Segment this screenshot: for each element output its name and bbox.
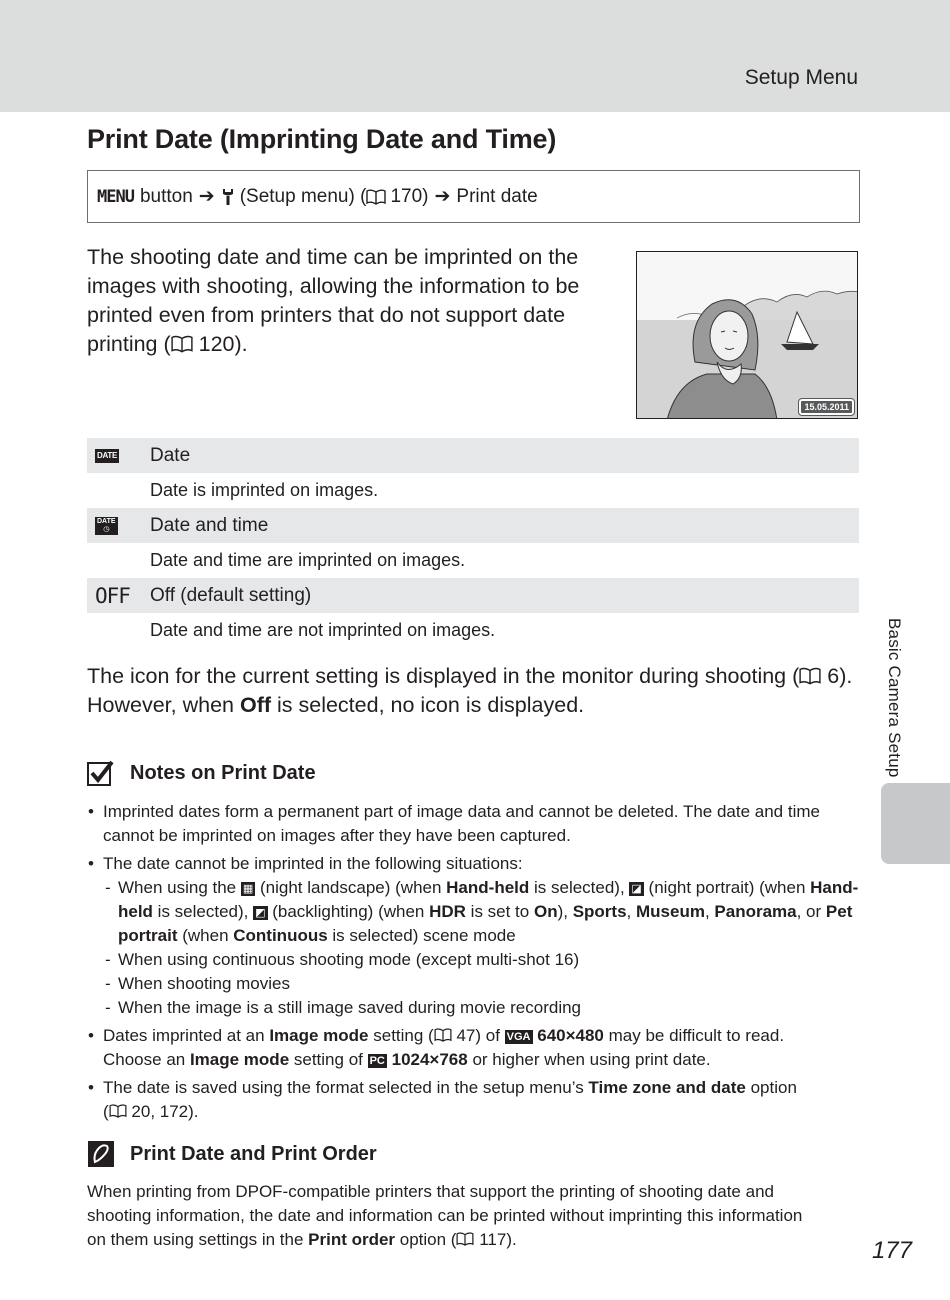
- options-table: [87, 438, 859, 648]
- sub-list-item: [103, 876, 862, 948]
- bold-term: Museum: [635, 902, 705, 921]
- night-portrait-icon: ◪: [631, 883, 642, 895]
- note-line: [87, 691, 867, 720]
- notes-heading: [87, 760, 316, 787]
- page-reference: 170): [390, 185, 429, 207]
- backlighting-icon: ◩: [255, 907, 266, 919]
- chapter-side-label: Basic Camera Setup: [885, 618, 904, 778]
- off-icon: OFF: [95, 583, 130, 608]
- page-reference: 120).: [198, 332, 248, 356]
- text-fragment: on them using settings in the: [87, 1230, 309, 1249]
- text-fragment: option (: [395, 1230, 457, 1249]
- intro-text-fragment: printing (: [87, 332, 171, 356]
- menu-button-icon: MENU: [97, 186, 134, 207]
- print-order-heading-text: Print Date and Print Order: [130, 1142, 377, 1165]
- button-text: button: [139, 185, 193, 207]
- date-icon-label: DATE: [95, 449, 119, 463]
- bold-term: Continuous: [233, 926, 328, 945]
- text-line: When printing from DPOF-compatible printers that support the printing of shooting date and: [87, 1182, 774, 1201]
- text-fragment: is selected) scene mode: [327, 926, 516, 945]
- header-band: [0, 0, 950, 112]
- print-order-heading: [87, 1140, 377, 1168]
- arrow-icon: ➔: [434, 186, 451, 207]
- option-label: Date: [150, 444, 191, 466]
- book-reference-icon: [109, 1104, 127, 1118]
- option-description: Date and time are not imprinted on images.: [150, 620, 496, 640]
- option-description: Date and time are imprinted on images.: [150, 550, 466, 570]
- print-order-text: [87, 1180, 857, 1252]
- text-fragment: may be difficult to read.: [603, 1026, 785, 1045]
- intro-text: [87, 243, 617, 359]
- bold-term: Hand-held: [446, 878, 530, 897]
- menu-path-box: [87, 170, 860, 223]
- text-fragment: or higher when using print date.: [467, 1050, 711, 1069]
- bold-term: 1024×768: [391, 1050, 468, 1069]
- note-text-fragment: is selected, no icon is displayed.: [271, 693, 585, 717]
- arrow-icon: ➔: [198, 186, 215, 207]
- text-fragment: is set to: [465, 902, 534, 921]
- date-icon: [87, 449, 150, 463]
- text-fragment: ),: [557, 902, 573, 921]
- list-item: [87, 1024, 862, 1072]
- wrench-icon: [221, 188, 235, 206]
- setup-menu-text: (Setup menu) (: [239, 185, 367, 207]
- bold-term: 640×480: [537, 1026, 604, 1045]
- bold-term: On: [533, 902, 558, 921]
- text-fragment: ,: [626, 902, 636, 921]
- off-term: Off: [239, 693, 272, 717]
- intro-line: [87, 330, 617, 359]
- checkmark-icon: [87, 760, 114, 787]
- book-reference-icon: [434, 1028, 452, 1042]
- book-reference-icon: [171, 335, 193, 353]
- bold-term: Print order: [308, 1230, 396, 1249]
- sub-list-item: - When shooting movies: [103, 972, 862, 996]
- option-row-date-and-time: [87, 508, 859, 543]
- sub-list-item: - When using continuous shooting mode (except multi-shot 16): [103, 948, 862, 972]
- text-fragment: (backlighting) (when: [267, 902, 430, 921]
- book-reference-icon: [456, 1232, 474, 1246]
- bold-term: Hand-held: [118, 878, 859, 921]
- text-fragment: (when: [177, 926, 234, 945]
- print-date-link: Print date: [456, 185, 538, 207]
- text-fragment: setting of: [289, 1050, 368, 1069]
- text-fragment: (night portrait) (when: [643, 878, 811, 897]
- sub-list-item: - When the image is a still image saved during movie recording: [103, 996, 862, 1020]
- page-reference: 6).: [827, 664, 853, 688]
- bold-term: Sports: [572, 902, 627, 921]
- list-item: • Imprinted dates form a permanent part of image data and cannot be deleted. The date and time cannot be imprinted on images after they have been captured.: [87, 800, 862, 848]
- sample-photo-illustration: [636, 251, 858, 419]
- list-item: [87, 852, 862, 1020]
- bold-term: Time zone and date: [588, 1078, 746, 1097]
- note-text-fragment: The icon for the current setting is displayed in the monitor during shooting (: [87, 664, 800, 688]
- bold-term: Image mode: [189, 1050, 290, 1069]
- pencil-icon: [87, 1140, 115, 1168]
- text-fragment: ,: [704, 902, 715, 921]
- text-fragment: The date is saved using the format selected in the setup menu’s: [103, 1078, 589, 1097]
- vga-icon: VGA: [506, 1031, 531, 1043]
- text-fragment: Choose an: [103, 1050, 190, 1069]
- bold-term: HDR: [429, 902, 466, 921]
- text-fragment: Dates imprinted at an: [103, 1026, 270, 1045]
- text-fragment: When using the: [118, 878, 241, 897]
- icon-note-paragraph: [87, 662, 867, 720]
- list-item: • The date is saved using the format selected in the setup menu’s Time zone and date option ( 20, 172).: [87, 1076, 862, 1124]
- notes-heading-text: Notes on Print Date: [130, 762, 316, 784]
- text-fragment: (night landscape) (when: [255, 878, 447, 897]
- date-time-icon-text: DATE: [97, 517, 116, 525]
- bold-term: Panorama: [714, 902, 797, 921]
- night-landscape-icon: ▦: [242, 883, 254, 895]
- text-fragment: option: [745, 1078, 797, 1097]
- option-row-date: [87, 438, 859, 473]
- page-reference: 117).: [479, 1230, 517, 1249]
- option-row-off: [87, 578, 859, 613]
- intro-line: printed even from printers that do not support date: [87, 303, 566, 327]
- page-reference: 47) of: [456, 1026, 505, 1045]
- bold-term: Image mode: [269, 1026, 369, 1045]
- note-text-fragment: However, when: [87, 693, 240, 717]
- note-line: [87, 662, 867, 691]
- book-reference-icon: [366, 189, 386, 205]
- text-line: shooting information, the date and information can be printed without imprinting this information: [87, 1206, 803, 1225]
- intro-line: The shooting date and time can be imprinted on the: [87, 245, 579, 269]
- notes-list: [87, 800, 862, 1128]
- date-time-icon: [87, 517, 150, 535]
- clock-icon: ◷: [103, 525, 110, 533]
- option-label: Off (default setting): [150, 584, 312, 606]
- text-fragment: setting (: [368, 1026, 434, 1045]
- portrait-drawing: [637, 252, 858, 419]
- sub-list: [103, 876, 862, 1020]
- book-reference-icon: [799, 667, 821, 685]
- option-description: Date is imprinted on images.: [150, 480, 379, 500]
- intro-line: images with shooting, allowing the information to be: [87, 274, 580, 298]
- date-time-icon-label: [95, 517, 118, 535]
- text-fragment: is selected),: [529, 878, 630, 897]
- bold-term: Pet portrait: [118, 902, 853, 945]
- pc-icon: PC: [369, 1055, 385, 1067]
- page-title: Print Date (Imprinting Date and Time): [87, 124, 557, 154]
- page-reference: 20, 172).: [131, 1102, 199, 1121]
- text-fragment: is selected),: [152, 902, 254, 921]
- page-number: 177: [871, 1237, 912, 1264]
- option-label: Date and time: [150, 514, 269, 536]
- chapter-tab: [881, 783, 950, 864]
- list-item-text: The date cannot be imprinted in the following situations:: [103, 854, 523, 873]
- date-stamp: 15.05.2011: [799, 399, 854, 415]
- section-title: Setup Menu: [744, 66, 858, 89]
- text-fragment: , or: [796, 902, 826, 921]
- text-line: [87, 1228, 857, 1252]
